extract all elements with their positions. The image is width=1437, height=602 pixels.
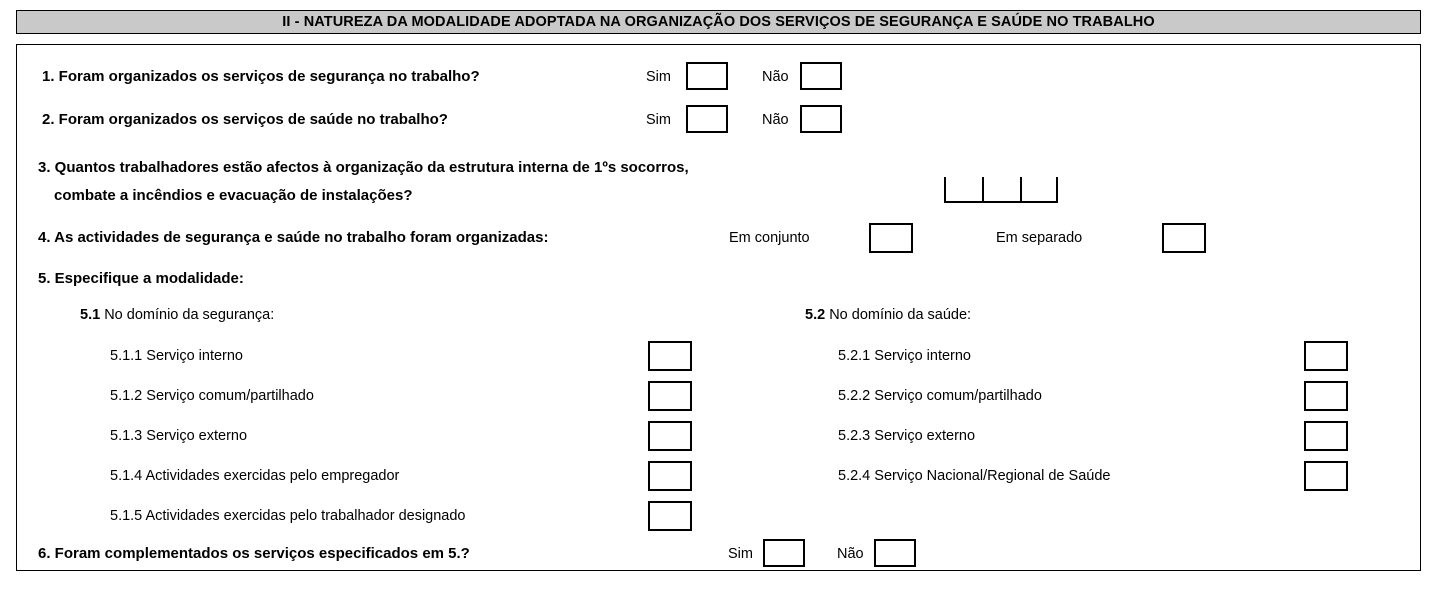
item-5-2-2-label: 5.2.2 Serviço comum/partilhado [838, 388, 1042, 404]
q1-nao-label: Não [762, 69, 789, 85]
item-5-1-5-label: 5.1.5 Actividades exercidas pelo trabalhador designado [110, 508, 466, 524]
item-5-1-1-label: 5.1.1 Serviço interno [110, 348, 243, 364]
question-2-label: 2. Foram organizados os serviços de saúde no trabalho? [42, 111, 448, 128]
q1-nao-checkbox[interactable] [800, 62, 842, 90]
item-5-2-3-checkbox[interactable] [1304, 421, 1348, 451]
item-5-1-5-checkbox[interactable] [648, 501, 692, 531]
q4-em-separado-checkbox[interactable] [1162, 223, 1206, 253]
question-6-label: 6. Foram complementados os serviços especificados em 5.? [38, 545, 470, 562]
item-5-2-4-label: 5.2.4 Serviço Nacional/Regional de Saúde [838, 468, 1111, 484]
q2-nao-label: Não [762, 112, 789, 128]
q2-nao-checkbox[interactable] [800, 105, 842, 133]
item-5-2-1-label: 5.2.1 Serviço interno [838, 348, 971, 364]
subsection-5-1-number: 5.1 [80, 307, 101, 323]
q2-sim-label: Sim [646, 112, 671, 128]
q2-sim-checkbox[interactable] [686, 105, 728, 133]
section-header [16, 10, 1421, 34]
question-3-label-line1: 3. Quantos trabalhadores estão afectos à organização da estrutura interna de 1ºs socorros, [38, 159, 689, 176]
question-4-label: 4. As actividades de segurança e saúde no trabalho foram organizadas: [38, 229, 549, 246]
item-5-1-3-label: 5.1.3 Serviço externo [110, 428, 248, 444]
item-5-2-3-label: 5.2.3 Serviço externo [838, 428, 976, 444]
q6-sim-label: Sim [728, 546, 753, 562]
subsection-5-2-text: No domínio da saúde: [825, 307, 972, 323]
item-5-2-4-checkbox[interactable] [1304, 461, 1348, 491]
q1-sim-checkbox[interactable] [686, 62, 728, 90]
q4-em-conjunto-label: Em conjunto [729, 230, 810, 246]
question-3-number-field[interactable] [944, 177, 1058, 203]
q6-sim-checkbox[interactable] [763, 539, 805, 567]
section-title: II - NATUREZA DA MODALIDADE ADOPTADA NA ORGANIZAÇÃO DOS SERVIÇOS DE SEGURANÇA E SAÚDE NO TRABALHO [282, 14, 1155, 30]
item-5-1-4-checkbox[interactable] [648, 461, 692, 491]
q4-em-conjunto-checkbox[interactable] [869, 223, 913, 253]
q3-digit-2[interactable] [982, 177, 1020, 203]
question-5-label: 5. Especifique a modalidade: [38, 270, 244, 287]
question-3-label-line2: combate a incêndios e evacuação de instalações? [54, 187, 413, 204]
item-5-1-3-checkbox[interactable] [648, 421, 692, 451]
item-5-1-4-label: 5.1.4 Actividades exercidas pelo empregador [110, 468, 400, 484]
subsection-5-1-text: No domínio da segurança: [100, 307, 275, 323]
subsection-5-2-number: 5.2 [805, 307, 826, 323]
item-5-2-2-checkbox[interactable] [1304, 381, 1348, 411]
item-5-1-2-checkbox[interactable] [648, 381, 692, 411]
item-5-2-1-checkbox[interactable] [1304, 341, 1348, 371]
subsection-5-1-heading [80, 307, 274, 323]
subsection-5-2-heading [805, 307, 971, 323]
q6-nao-label: Não [837, 546, 864, 562]
q3-digit-3[interactable] [1020, 177, 1058, 203]
item-5-1-1-checkbox[interactable] [648, 341, 692, 371]
q6-nao-checkbox[interactable] [874, 539, 916, 567]
item-5-1-2-label: 5.1.2 Serviço comum/partilhado [110, 388, 314, 404]
q4-em-separado-label: Em separado [996, 230, 1083, 246]
question-1-label: 1. Foram organizados os serviços de segurança no trabalho? [42, 68, 480, 85]
q1-sim-label: Sim [646, 69, 671, 85]
q3-digit-1[interactable] [944, 177, 982, 203]
